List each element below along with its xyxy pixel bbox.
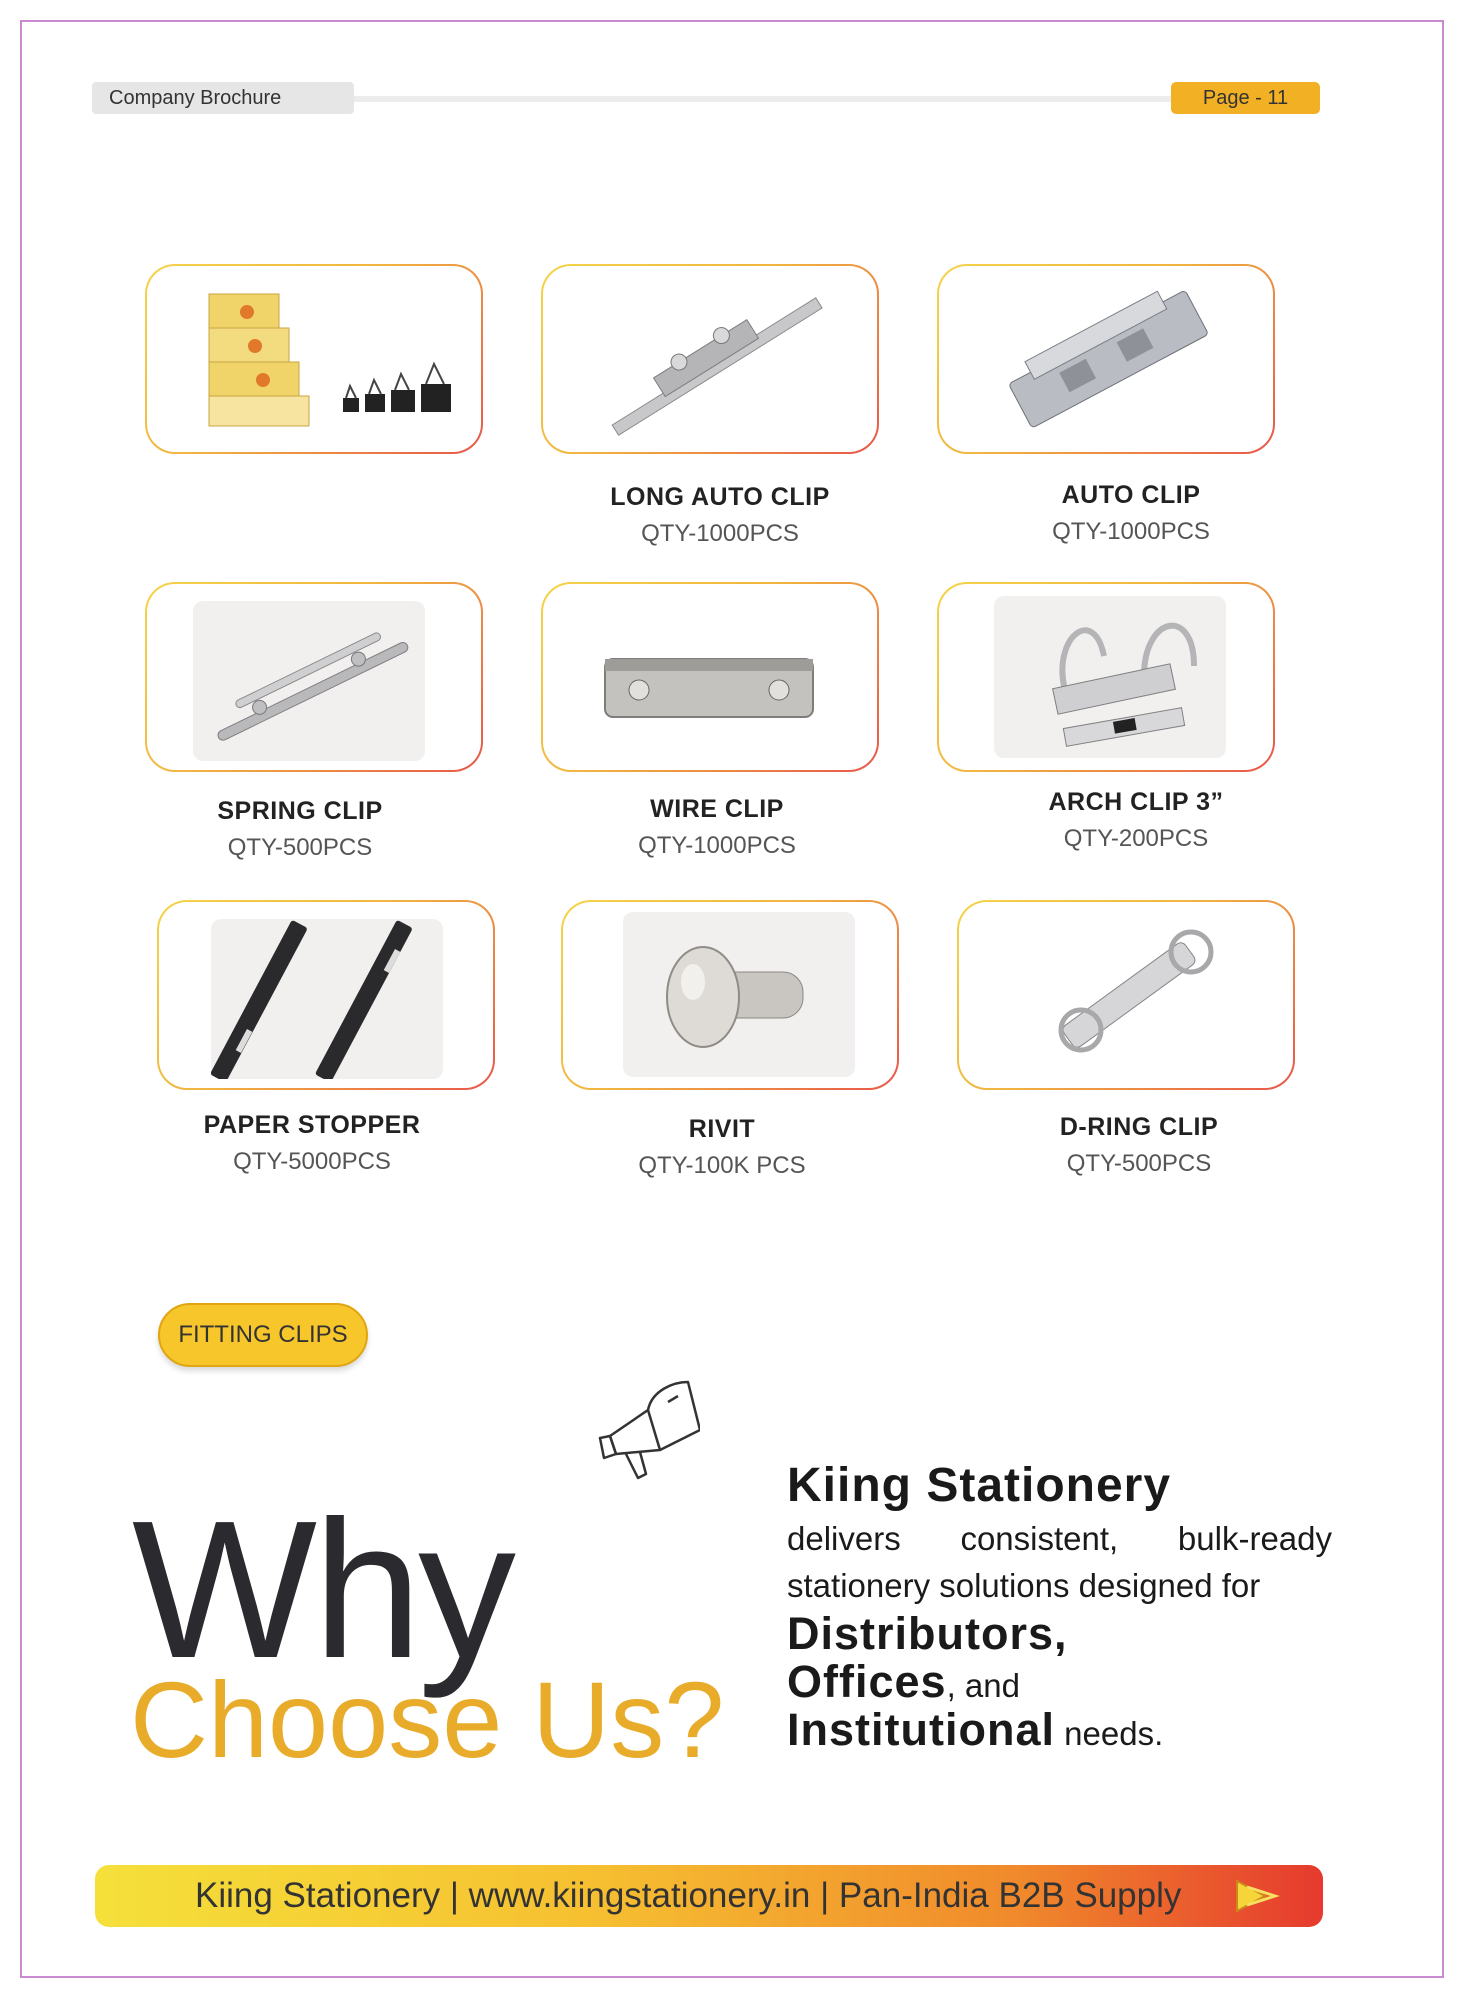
choose-us-heading: Choose Us? [130, 1659, 725, 1780]
spring-clip-photo [193, 601, 425, 761]
rivit-photo [623, 912, 855, 1077]
paper-stopper-photo [211, 919, 443, 1079]
product-card-arch-clip [937, 582, 1275, 772]
page-number-badge: Page - 11 [1171, 82, 1320, 114]
footer-banner [95, 1865, 1323, 1927]
product-qty: QTY-500PCS [227, 834, 373, 861]
pitch-line-institutional [787, 1704, 1332, 1756]
binder-clip-boxes-image [147, 266, 480, 451]
product-qty: QTY-500PCS [1066, 1150, 1212, 1177]
arch-clip-photo [994, 596, 1226, 758]
product-card-paper-stopper [157, 900, 495, 1090]
product-card-d-ring-clip [957, 900, 1295, 1090]
product-name: PAPER STOPPER [203, 1111, 421, 1139]
product-card-long-auto-clip [541, 264, 879, 454]
footer-text: Kiing Stationery | www.kiingstationery.in | Pan-India B2B Supply [195, 1876, 1182, 1915]
megaphone-icon [590, 1378, 700, 1484]
product-name: WIRE CLIP [650, 795, 784, 823]
pitch-line-distributors [787, 1608, 1332, 1660]
pitch-brand: Kiing Stationery [787, 1459, 1172, 1512]
product-card-binder-clips [145, 264, 483, 454]
product-label-wire-clip [567, 795, 867, 860]
product-card-auto-clip [937, 264, 1275, 454]
product-label-rivit [572, 1115, 872, 1180]
pitch-institutional: Institutional [787, 1704, 1055, 1755]
product-name: AUTO CLIP [1061, 481, 1201, 509]
paper-stopper-image [211, 919, 443, 1079]
play-arrow-icon [1235, 1879, 1281, 1913]
spring-clip-image [193, 601, 425, 761]
pitch-text-line1: delivers consistent, bulk-ready [787, 1520, 1332, 1557]
pitch-and: , and [946, 1667, 1020, 1704]
pitch-offices: Offices [787, 1656, 947, 1707]
rivit-image [623, 912, 855, 1077]
product-qty: QTY-5000PCS [233, 1148, 391, 1175]
product-qty: QTY-100K PCS [638, 1152, 806, 1179]
auto-clip-image [939, 266, 1272, 451]
product-qty: QTY-1000PCS [638, 832, 796, 859]
product-name: ARCH CLIP 3” [1048, 788, 1224, 816]
pitch-text-line2: stationery solutions designed for [787, 1567, 1261, 1604]
product-label-long-auto-clip [570, 483, 870, 548]
header-title: Company Brochure [92, 82, 354, 114]
product-qty: QTY-1000PCS [1052, 518, 1210, 545]
product-name: D-RING CLIP [1059, 1113, 1219, 1141]
product-card-rivit [561, 900, 899, 1090]
product-label-paper-stopper [162, 1111, 462, 1176]
product-card-wire-clip [541, 582, 879, 772]
wire-clip-image [543, 584, 876, 769]
product-label-arch-clip [986, 788, 1286, 853]
product-name: RIVIT [688, 1115, 756, 1143]
product-label-auto-clip [981, 481, 1281, 546]
product-qty: QTY-1000PCS [641, 520, 799, 547]
why-heading: Why [132, 1480, 512, 1699]
pitch-distributors: Distributors, [787, 1608, 1068, 1659]
product-name: SPRING CLIP [217, 797, 383, 825]
long-auto-clip-image [543, 266, 876, 451]
arch-clip-image [994, 596, 1226, 758]
product-qty: QTY-200PCS [1063, 825, 1209, 852]
product-card-spring-clip [145, 582, 483, 772]
category-badge: FITTING CLIPS [158, 1303, 368, 1367]
d-ring-clip-image [959, 902, 1292, 1087]
pitch-needs: needs. [1054, 1715, 1164, 1752]
product-label-d-ring-clip [989, 1113, 1289, 1178]
product-name: LONG AUTO CLIP [610, 483, 830, 511]
pitch-line-offices [787, 1656, 1332, 1708]
product-label-spring-clip [150, 797, 450, 862]
